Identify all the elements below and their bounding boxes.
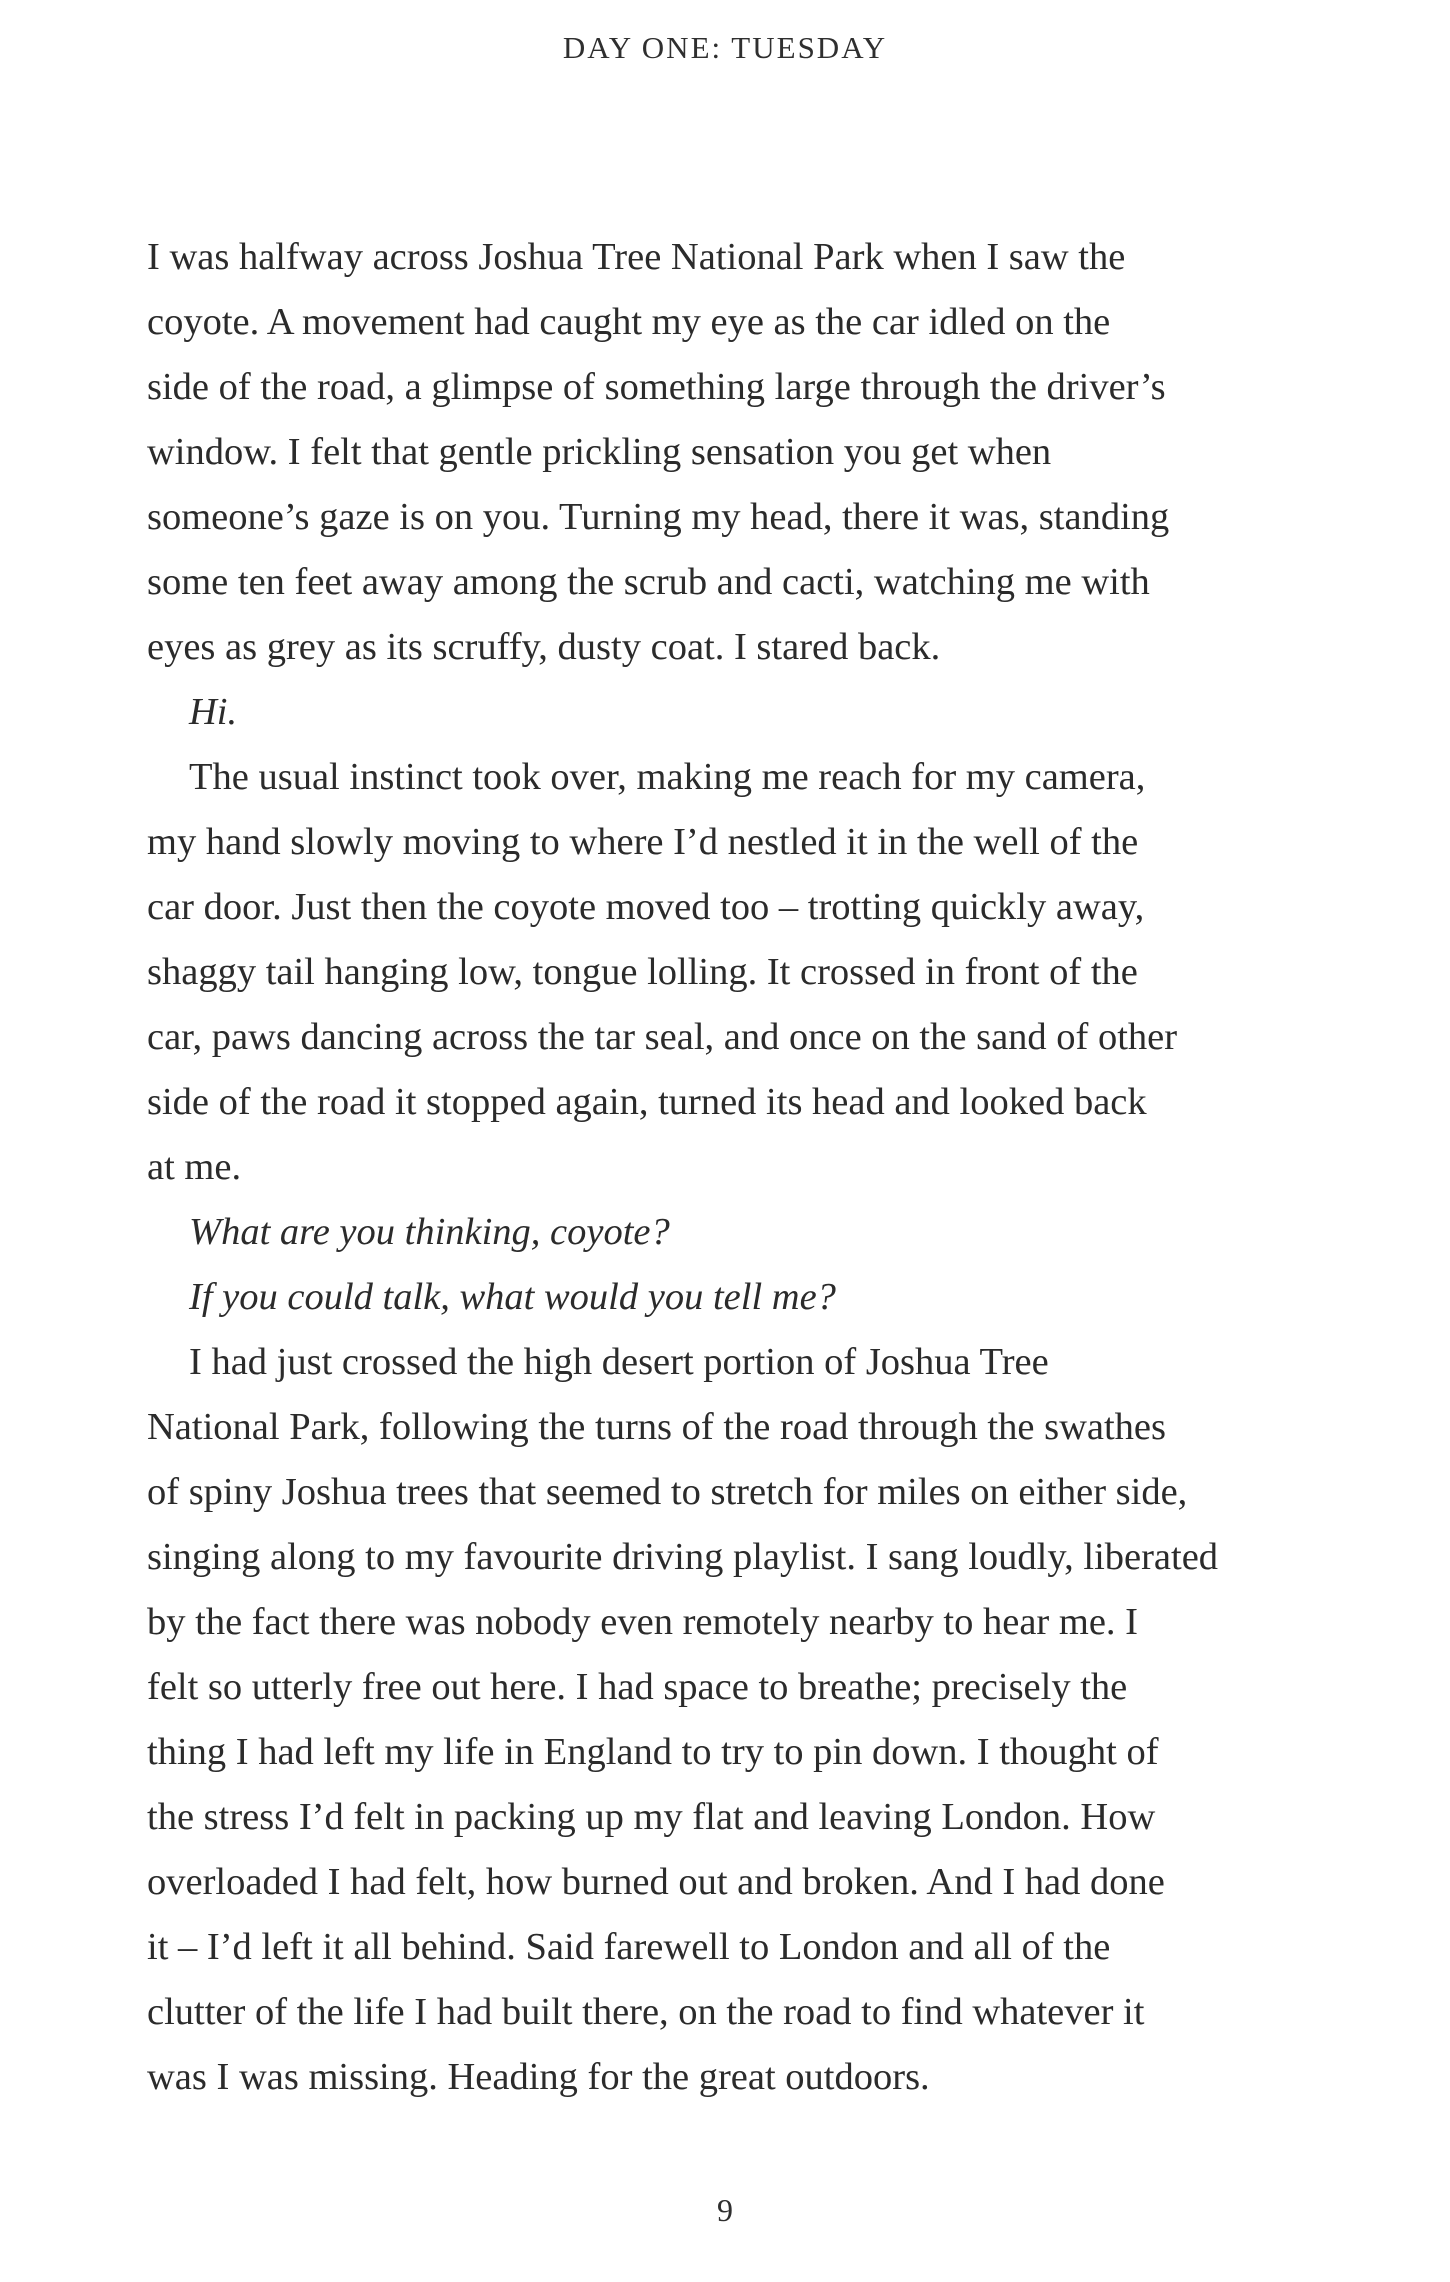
text-line: car, paws dancing across the tar seal, and once on the sand of other: [147, 1016, 1178, 1058]
text-line: at me.: [147, 1146, 242, 1188]
text-line: car door. Just then the coyote moved too – trotting quickly away,: [147, 886, 1145, 928]
text-line: the stress I’d felt in packing up my flat and leaving London. How: [147, 1796, 1156, 1838]
text-line: National Park, following the turns of the road through the swathes: [147, 1406, 1166, 1448]
text-line: If you could talk, what would you tell me?: [189, 1276, 836, 1318]
text-line: clutter of the life I had built there, on the road to find whatever it: [147, 1991, 1145, 2033]
text-line: I had just crossed the high desert portion of Joshua Tree: [189, 1341, 1049, 1383]
running-head: DAY ONE: TUESDAY: [562, 30, 888, 65]
body-text: [147, 225, 1307, 2110]
text-line: some ten feet away among the scrub and cacti, watching me with: [147, 561, 1150, 603]
text-line: my hand slowly moving to where I’d nestled it in the well of the: [147, 821, 1139, 863]
text-line: singing along to my favourite driving playlist. I sang loudly, liberated: [147, 1536, 1219, 1578]
text-line: eyes as grey as its scruffy, dusty coat. I stared back.: [147, 626, 941, 668]
text-line: of spiny Joshua trees that seemed to stretch for miles on either side,: [147, 1471, 1188, 1513]
page-number: 9: [717, 2192, 733, 2228]
text-line: someone’s gaze is on you. Turning my head, there it was, standing: [147, 496, 1170, 538]
text-line: overloaded I had felt, how burned out and broken. And I had done: [147, 1861, 1165, 1903]
text-line: side of the road, a glimpse of something large through the driver’s: [147, 366, 1166, 408]
text-line: felt so utterly free out here. I had space to breathe; precisely the: [147, 1666, 1128, 1708]
text-line: shaggy tail hanging low, tongue lolling. It crossed in front of the: [147, 951, 1138, 993]
text-line: it – I’d left it all behind. Said farewell to London and all of the: [147, 1926, 1111, 1968]
text-line: side of the road it stopped again, turned its head and looked back: [147, 1081, 1147, 1123]
text-line: was I was missing. Heading for the great outdoors.: [147, 2056, 930, 2098]
text-line: Hi.: [189, 691, 238, 733]
text-line: The usual instinct took over, making me reach for my camera,: [189, 756, 1146, 798]
text-line: I was halfway across Joshua Tree National Park when I saw the: [147, 236, 1126, 278]
text-line: by the fact there was nobody even remotely nearby to hear me. I: [147, 1601, 1138, 1643]
text-line: window. I felt that gentle prickling sensation you get when: [147, 431, 1052, 473]
text-line: thing I had left my life in England to try to pin down. I thought of: [147, 1731, 1159, 1773]
text-line: What are you thinking, coyote?: [189, 1211, 670, 1253]
text-line: coyote. A movement had caught my eye as the car idled on the: [147, 301, 1111, 343]
